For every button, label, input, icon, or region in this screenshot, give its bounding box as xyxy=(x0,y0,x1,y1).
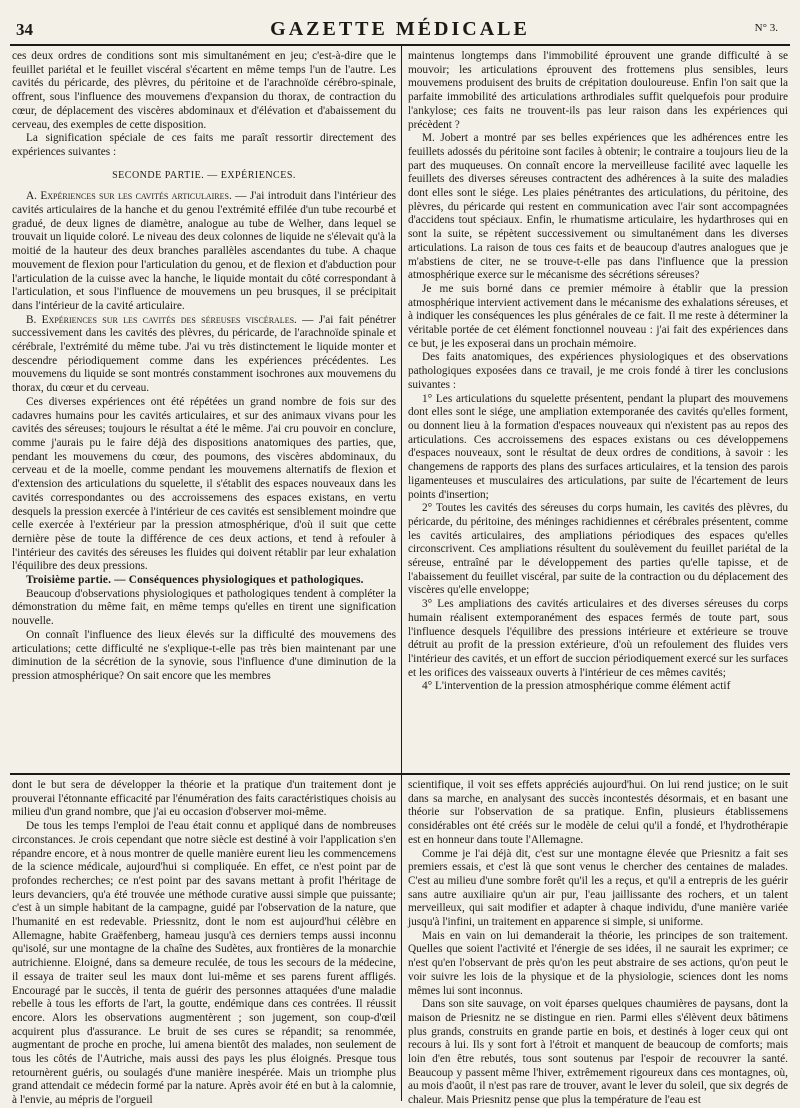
paragraph: Beaucoup d'observations physiologiques et pathologiques tendent à compléter la démonstration du même fait, en même temps qu'elles en tirent une signification nouvelle. xyxy=(12,587,396,628)
conclusion-item: 4° L'intervention de la pression atmosphérique comme élément actif xyxy=(422,680,731,693)
column-divider xyxy=(401,775,402,1101)
paragraph: scientifique, il voit ses effets appréciés aujourd'hui. On lui rend justice; on le suit dans sa marche, en analysant des succès incontestés désormais, et en basant une théorie sur l'observation de sa pratique. Enfin, plusieurs établissemens considérables ont été créés sur le modèle de celui qu'il a fondé, et l'hydrothérapie est en honneur dans toute l'Allemagne. xyxy=(408,779,788,846)
subheading-a: A. Expériences sur les cavités articulaires. xyxy=(26,190,232,203)
paragraph: Des faits anatomiques, des expériences physiologiques et des observations pathologiques exposées dans ce travail, je me crois fondé à tirer les conclusions suivantes : xyxy=(408,351,788,391)
paragraph: Mais en vain on lui demanderait la théorie, les principes de son traitement. Quelles que soient l'activité et l'énergie de ses idées, il ne saurait les exprimer; ce n'est qu'en l'observant de près qu'on les peut abstraire de ses actions, qu'on peut le voir suivre les lois de la physique et de la physiologie, sciences dont les noms mêmes lui sont inconnus. xyxy=(408,929,788,997)
paragraph-text: — J'ai introduit dans l'intérieur des cavités articulaires de la hanche et du genou l'extrémité effilée d'un tube recourbé et gradué, de deux lignes de diamètre, analogue au tube de Welher, dans lequel se trouvait un liquide coloré. Le niveau des deux colonnes de liquide ne s'élevait qu'à la moitié de la hauteur des deux branches parallèles ascendantes du tube. A chaque mouvement de flexion pour l'articulation du genou, et de flexion et d'abduction pour l'articulation de la cuisse avec la hanche, le liquide montait du côté correspondant à l'articulation, et sous l'influence de mouvemens un peu brusques, il se précipitait dans l'intérieur de la cavité articulaire. xyxy=(12,190,396,312)
paragraph: On connaît l'influence des lieux élevés sur la difficulté des mouvemens des articulations; cette difficulté ne s'explique-t-elle pas très bien maintenant par une diminution de la sécrétion de la synovie, sous l'influence d'une diminution de la pression atmosphérique? On sait encore que les membres xyxy=(12,628,396,682)
paragraph-experiment-a xyxy=(12,190,396,313)
masthead xyxy=(10,0,790,46)
lower-left-column xyxy=(12,779,396,1107)
conclusion-item: 3° Les ampliations des cavités articulaires et des diverses séreuses du corps humain réalisent extemporanément des espaces fermés de toute part, sous l'influence desquels l'équilibre des pressions intérieure et extérieure se trouve détruit au profit de la pression extérieure, d'où un refoulement des fluides vers l'intérieur des cavités, et un effort de succion périodiquement exercé sur les surfaces et les orifices des vaisseaux ouverts à l'intérieur de ces mêmes cavités; xyxy=(408,598,788,679)
section-heading-part-three: Troisième partie. — Conséquences physiologiques et pathologiques. xyxy=(26,574,364,587)
section-heading-part-two: SECONDE PARTIE. — EXPÉRIENCES. xyxy=(112,169,296,181)
upper-right-column xyxy=(408,50,788,769)
upper-article xyxy=(10,46,790,775)
page-number: 34 xyxy=(16,20,33,39)
column-divider xyxy=(401,46,402,773)
subheading-b: B. Expériences sur les cavités des séreuses viscérales. xyxy=(26,313,297,326)
issue-number: N° 3. xyxy=(754,22,778,34)
paragraph: ces deux ordres de conditions sont mis simultanément en jeu; c'est-à-dire que le feuillet pariétal et le feuillet viscéral s'écartent en même temps l'un de l'autre. Les cavités du péricarde, des plèvres, du péritoine et de l'arachnoïde cérébro-spinale, offrent, sous l'influence des mouvemens d'expansion du thorax, de contraction du cœur, de déplacement des viscères abdominaux et d'élévation et d'abaissement du cerveau, des exemples de cette disposition. xyxy=(12,50,396,131)
paragraph: Dans son site sauvage, on voit éparses quelques chaumières de paysans, dont la maison de Priesnitz ne se distingue en rien. Parmi elles s'élèvent deux bâtimens plus grands, construits en grande partie en bois, et destinés à loger ceux qui ont recours à lui. Ils y sont fort à l'étroit et manquent de beaucoup de comforts; mais loin d'en être rebutés, tous sont soutenus par l'espoir de recouvrer la santé. Beaucoup y passent même l'hiver, extrêmement rigoureux dans ces montagnes, où, au mois d'août, il n'est pas rare de trouver, avant le lever du soleil, que six degrés de chaleur. Mais Priesnitz pense que plus la température de l'eau est xyxy=(408,998,788,1107)
paragraph: dont le but sera de développer la théorie et la pratique d'un traitement dont je prouverai l'étonnante efficacité par l'énumération des faits caractéristiques choisis au milieu d'un grand nombre, que j'ai eu occasion d'observer moi-même. xyxy=(12,779,396,819)
paragraph: maintenus longtemps dans l'immobilité éprouvent une grande difficulté à se mouvoir; les articulations éprouvent des frottemens plus sensibles, leurs mouvemens produisent des bruits de crépitation douloureuse. Enfin l'on sait que la parfaite immobilité des articulations arthrodiales suffit quelquefois pour produire l'ankylose; ces faits ne trouvent-ils pas leur raison dans les expériences qui précèdent ? xyxy=(408,50,788,131)
lower-right-column xyxy=(408,779,788,1107)
paragraph-text: — J'ai fait pénétrer successivement dans les cavités des plèvres, du péricarde, de l'arachnoïde spinale et cérébrale, l'extrémité du même tube. J'ai vu très distinctement le liquide monter et descendre périodiquement comme dans les expériences précédentes. Les mouvemens du liquide se sont montrés constamment isochrones aux mouvemens du thorax, du cœur et du cerveau. xyxy=(12,313,396,395)
conclusion-item: 1° Les articulations du squelette présentent, pendant la plupart des mouvemens dont elles sont le siége, une ampliation extemporanée des cavités qu'elles forment, ou donnent lieu à la formation d'espaces nouveaux qui n'existent pas au repos des articulations. Ces accroissemens des espaces existans ou ces développemens d'espaces nouveaux, sont le résultat de deux ordres de conditions, à savoir : les changemens de rapports des plans des surfaces articulaires, et la tension des parois ligamenteuses et musculaires des articulations, par suite de l'écartement de leurs points d'insertion; xyxy=(408,392,788,501)
paragraph: Je me suis borné dans ce premier mémoire à établir que la pression atmosphérique intervient activement dans le mécanisme des exhalations séreuses, et à indiquer les conséquences les plus générales de ce fait. Il me reste à déterminer la véritable portée de cet élément fonctionnel nouveau : j'ai fait des expériences dans ce but, je les exposerai dans un prochain mémoire. xyxy=(408,282,788,350)
newspaper-title: GAZETTE MÉDICALE xyxy=(270,18,530,40)
paragraph: Comme je l'ai déjà dit, c'est sur une montagne élevée que Priesnitz a fait ses premiers essais, et c'est là que sont venus le chercher des centaines de malades. C'est au milieu d'une sombre forêt qu'il les a reçus, et qu'il a entrepris de les guérir sans autre auxiliaire qu'un air pur, l'eau jaillissante des rochers, et un talent merveilleux, qui sait modifier et adapter à chaque individu, d'une manière variée jusqu'à l'infini, un traitement en apparence si simple, si uniforme. xyxy=(408,847,788,929)
paragraph: M. Jobert a montré par ses belles expériences que les adhérences entre les feuillets adossés du péritoine sont faciles à obtenir; le contraire a toujours lieu de la part des muqueuses. On connaît encore la merveilleuse facilité avec laquelle les feuillets des diverses séreuses contractent des adhérences à la suite des maladies dont elles sont le siége. Les plaies pénétrantes des articulations, du péritoine, des plèvres, du péricarde qui restent en communication avec l'air sont accompagnées d'accidens tout spéciaux. Enfin, le rhumatisme articulaire, les hydarthroses qui en sont la suite, se répètent successivement ou simultanément dans les diverses articulations. La raison de tous ces faits et de beaucoup d'autres analogues que je m'abstiens de citer, ne se trouve-t-elle pas dans l'influence que la pression atmosphérique exerce sur le mécanisme des sécrétions séreuses? xyxy=(408,132,788,282)
paragraph: La signification spéciale de ces faits me paraît ressortir directement des expériences suivantes : xyxy=(12,132,396,158)
paragraph-experiment-b xyxy=(12,314,396,396)
lower-article xyxy=(10,775,790,1107)
paragraph: De tous les temps l'emploi de l'eau était connu et appliqué dans de nombreuses circonstances. Je crois cependant que notre siècle est destiné à voir l'application s'en répandre encore, et à nous montrer de quelle manière eurent lieu les commencemens de la science médicale, aujourd'hui si compliquée. En effet, ce n'est point par de profondes recherches; ce n'est point par des savans mettant à profit l'héritage de leurs devanciers, qu'a été trouvée une méthode curative aussi simple que puissante; c'est à un simple habitant de la campagne, guidé par l'observation de la nature, que l'humanité en est redevable. Priessnitz, dont le nom est aujourd'hui célèbre en Allemagne, habite Graëfenberg, hameau jusqu'à ces derniers temps aussi inconnu qu'isolé, sur une montagne de la chaîne des Sudètes, aux frontières de la monarchie autrichienne. Eloigné, dans sa demeure reculée, de tous les secours de la médecine, il essaya de traiter seul les maux dont lui-même et ses parens furent affligés. Encouragé par le succès, il tenta de guérir des personnes attaquées d'une maladie rebelle à tous les efforts de l'art, la goutte, endémique dans ces contrées. Il réussit encore. Alors les observations augmentèrent ; son jugement, son coup-d'œil acquirent plus d'assurance. Le bruit de ses cures se répandit; sa renommée, augmentant de proche en proche, lui amena bientôt des malades, non seulement de tous les côtés de l'Autriche, mais aussi des pays les plus éloignés. Presque tous retournèrent guéris, ou soulagés d'une manière inespérée. Mais un triomphe plus grand attendait ce médecin formé par la nature. Après avoir été en but à la calomnie, à l'envie, au mépris de l'orgueil xyxy=(12,820,396,1107)
paragraph: Ces diverses expériences ont été répétées un grand nombre de fois sur des cadavres humains pour les cavités articulaires, et sur des animaux vivans pour les cavités des séreuses; toujours le résultat a été le même. J'ai cru pouvoir en conclure, comme j'aurais pu le faire déjà des dispositions anatomiques des parties, que, pendant les mouvemens du cœur, des poumons, des viscères abdominaux, du cerveau et de la moelle, comme pendant les mouvemens alternatifs de flexion et d'extension des articulations du squelette, il s'établit des espaces nouveaux dans les cavités correspondantes ou des accroissemens des espaces existans, en vertu desquels la pression exercée à l'intérieur de ces cavités est sensiblement moindre que celle exercée à l'extérieur par la pression atmosphérique, d'où il suit que cette dernière pèse de toute la différence de ces deux actions, et tend à refouler à l'intérieur des cavités des séreuses les fluides qui doivent rétablir par leur exhalation l'équilibre des deux pressions. xyxy=(12,395,396,573)
upper-left-column xyxy=(12,50,396,769)
conclusion-item: 2° Toutes les cavités des séreuses du corps humain, les cavités des plèvres, du péricarde, du péritoine, des méninges rachidiennes et cérébrales présentent, comme les cavités articulaires, des ampliations périodiques des espaces qu'elles circonscrivent. Ces ampliations résultent du soulèvement du feuillet pariétal de la séreuse, entraîné par le développement des parties qu'elle tapisse, et de l'abaissement du feuillet viscéral, par suite de la contraction ou du déplacement des viscères qu'elle enveloppe; xyxy=(408,502,788,597)
